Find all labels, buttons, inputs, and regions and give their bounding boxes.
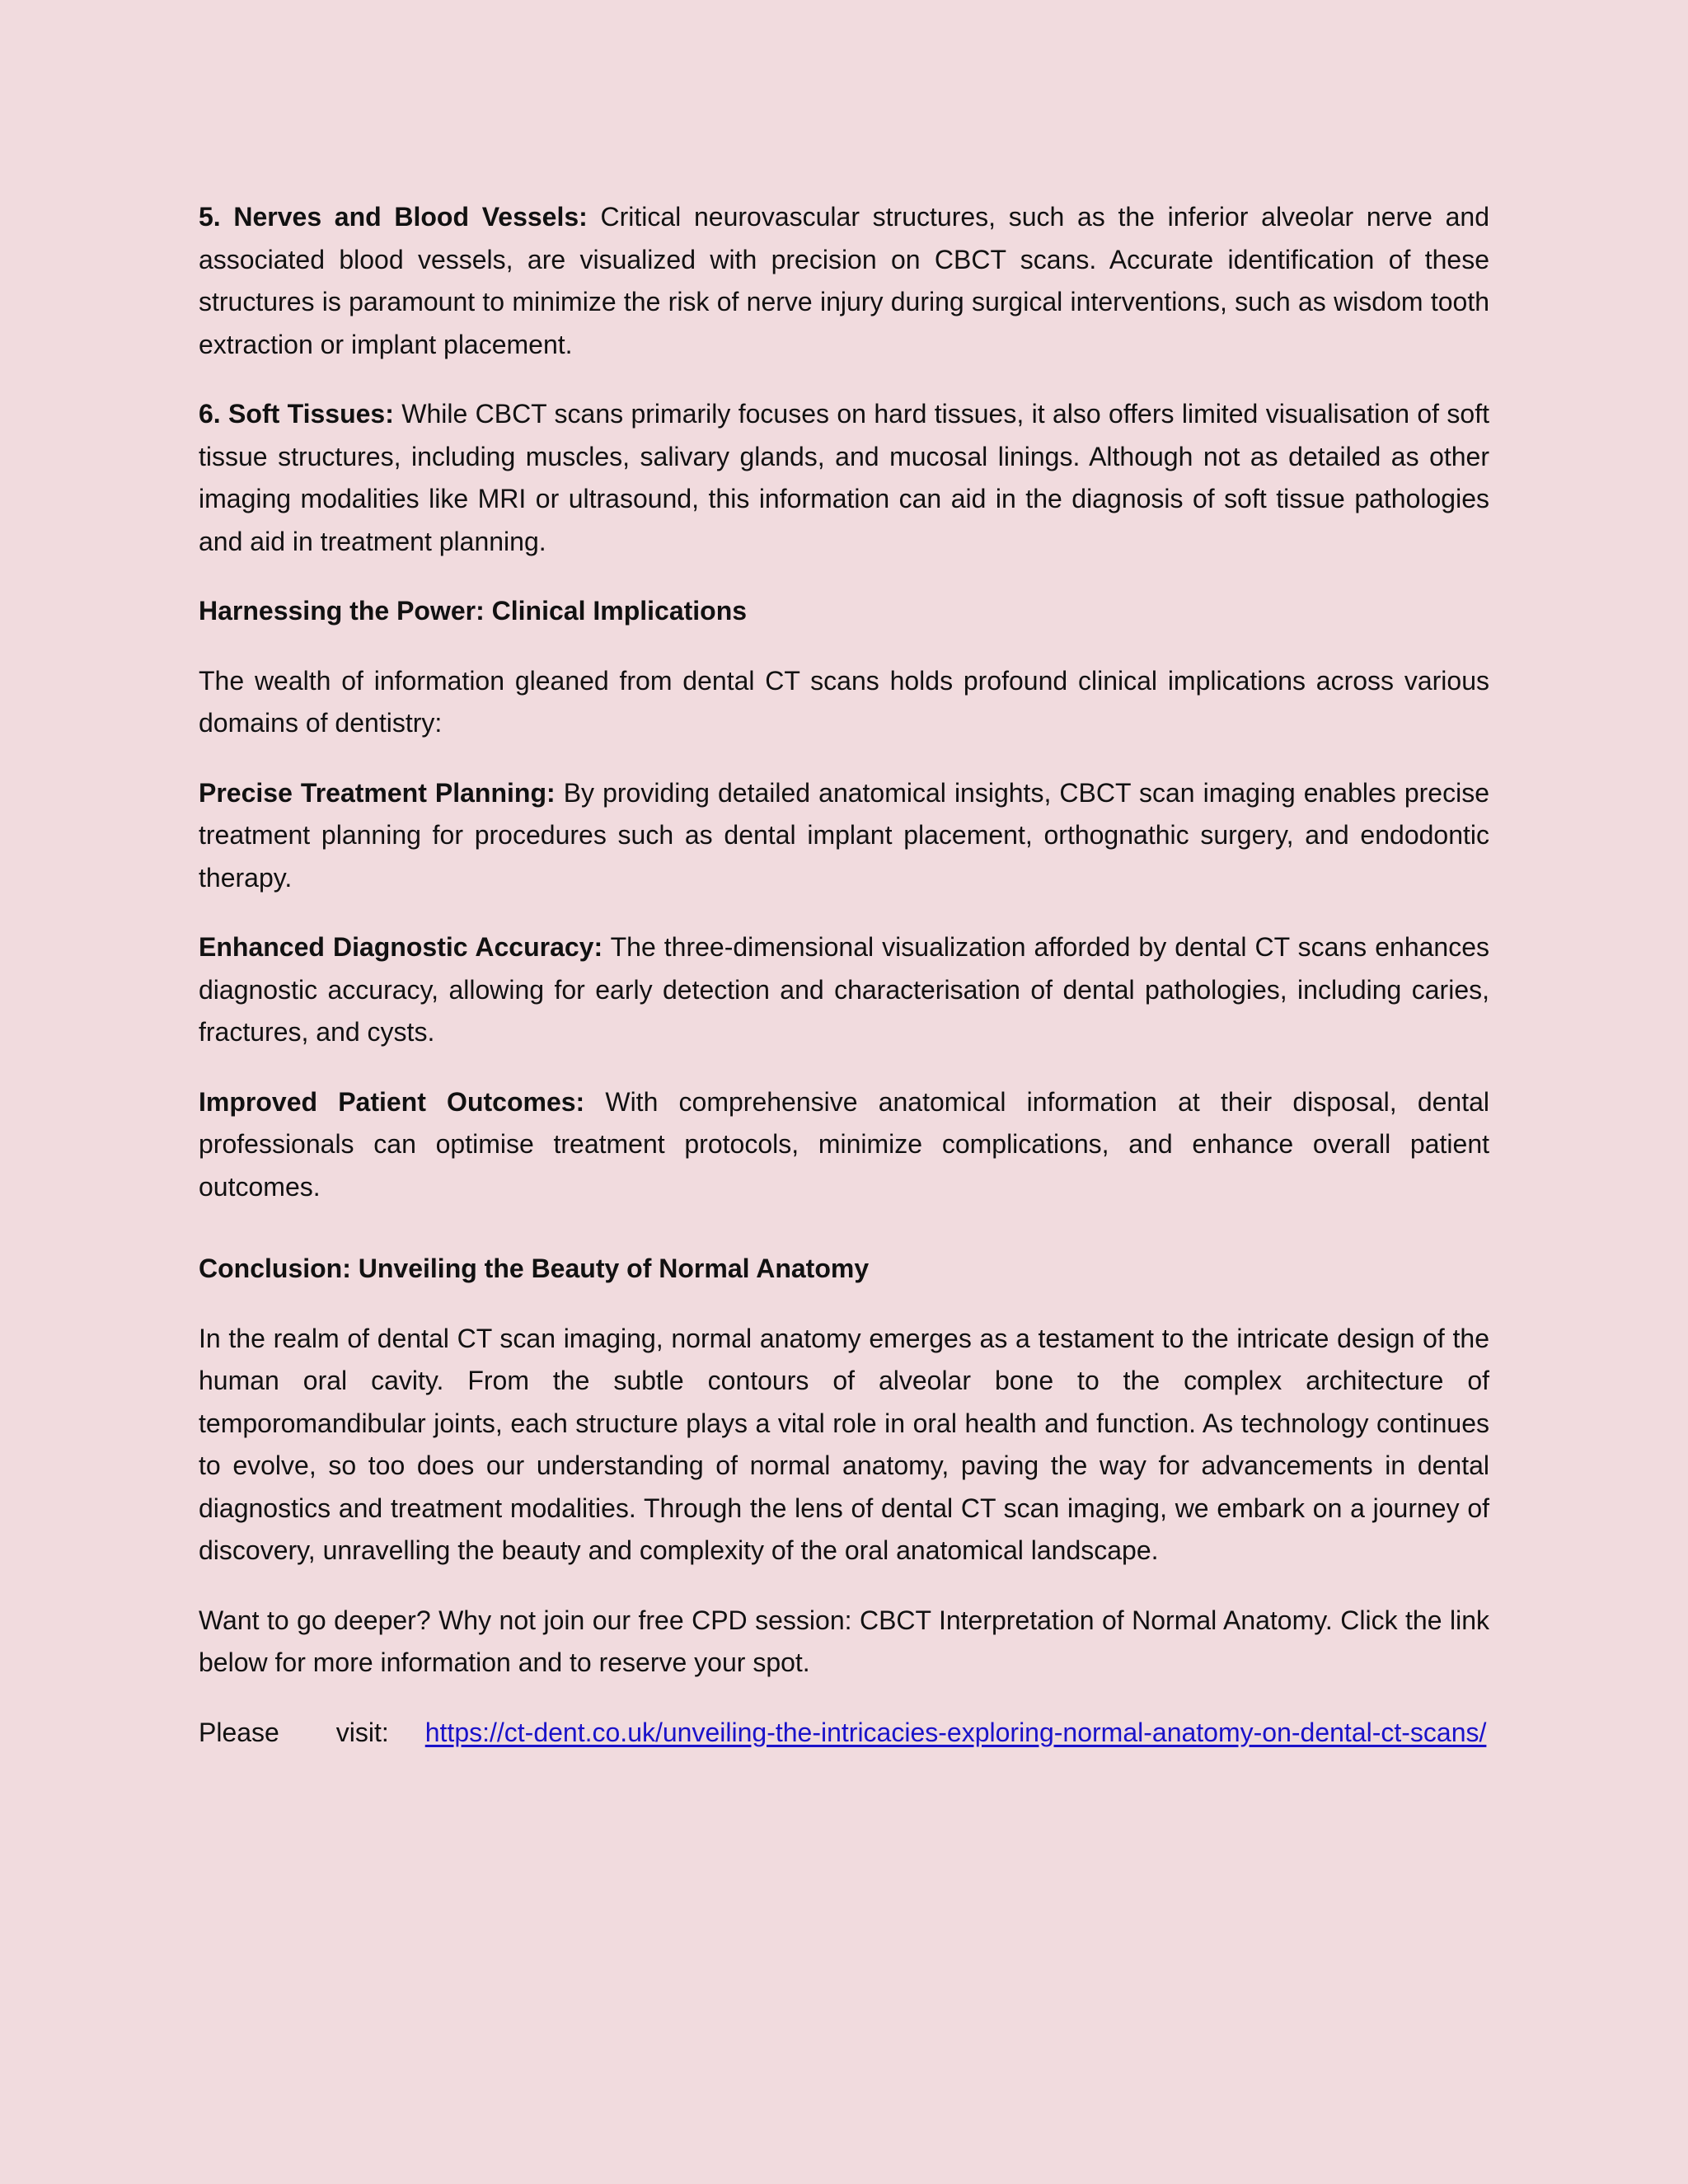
document-page [199, 196, 1489, 1781]
section-heading-conclusion: Conclusion: Unveiling the Beauty of Normal Anatomy [199, 1254, 870, 1283]
paragraph-visit [199, 1712, 1489, 1755]
paragraph-nerves-blood-vessels [199, 196, 1489, 366]
section-heading-clinical-implications: Harnessing the Power: Clinical Implications [199, 596, 748, 626]
paragraph-soft-tissues [199, 393, 1489, 563]
paragraph-body: By providing detailed anatomical insights, CBCT scan imaging enables precise treatment planning for procedures such as dental implant placement, orthognathic surgery, and endodontic therapy. [199, 777, 1490, 893]
paragraph-body: While CBCT scans primarily focuses on hard tissues, it also offers limited visualisation of soft tissue structures, including muscles, salivary glands, and mucosal linings. Although not as detailed as other imaging modalities like MRI or ultrasound, this information can aid in the diagnosis of soft tissue pathologies and aid in treatment planning. [199, 399, 1490, 556]
paragraph-lead: Precise Treatment Planning: [199, 777, 556, 808]
paragraph-cpd-invite: Want to go deeper? Why not join our free CPD session: CBCT Interpretation of Normal Anatomy. Click the link below for more information and to reserve your spot. [199, 1605, 1489, 1677]
paragraph-body: Critical neurovascular structures, such as the inferior alveolar nerve and associated blood vessels, are visualized with precision on CBCT scans. Accurate identification of these structures is paramount to minimize the risk of nerve injury during surgical interventions, such as wisdom tooth extraction or implant placement. [199, 202, 1490, 359]
paragraph-lead: Improved Patient Outcomes: [199, 1086, 585, 1117]
paragraph-conclusion: In the realm of dental CT scan imaging, normal anatomy emerges as a testament to the intricate design of the human oral cavity. From the subtle contours of alveolar bone to the complex architecture of temporomandibular joints, each structure plays a vital role in oral health and function. As technology continues to evolve, so too does our understanding of normal anatomy, paving the way for advancements in dental diagnostics and treatment modalities. Through the lens of dental CT scan imaging, we embark on a journey of discovery, unravelling the beauty and complexity of the oral anatomical landscape. [199, 1323, 1489, 1565]
paragraph-lead: Enhanced Diagnostic Accuracy: [199, 932, 603, 962]
paragraph-lead: 6. Soft Tissues: [199, 399, 394, 429]
visit-label: Please visit: [199, 1717, 389, 1747]
paragraph-body: The three-dimensional visualization afforded by dental CT scans enhances diagnostic accuracy, allowing for early detection and characterisation of dental pathologies, including caries, fractures, and cysts. [199, 932, 1490, 1047]
paragraph-diagnostic-accuracy [199, 926, 1489, 1054]
paragraph-treatment-planning [199, 772, 1489, 900]
paragraph-patient-outcomes [199, 1081, 1489, 1209]
paragraph-clinical-intro: The wealth of information gleaned from dental CT scans holds profound clinical implications across various domains of dentistry: [199, 665, 1489, 738]
paragraph-lead: 5. Nerves and Blood Vessels: [199, 202, 588, 232]
paragraph-body: With comprehensive anatomical information at their disposal, dental professionals can optimise treatment protocols, minimize complications, and enhance overall patient outcomes. [199, 1086, 1490, 1202]
cpd-session-link[interactable]: https://ct-dent.co.uk/unveiling-the-intricacies-exploring-normal-anatomy-on-dental-ct-scans/ [424, 1717, 1487, 1747]
